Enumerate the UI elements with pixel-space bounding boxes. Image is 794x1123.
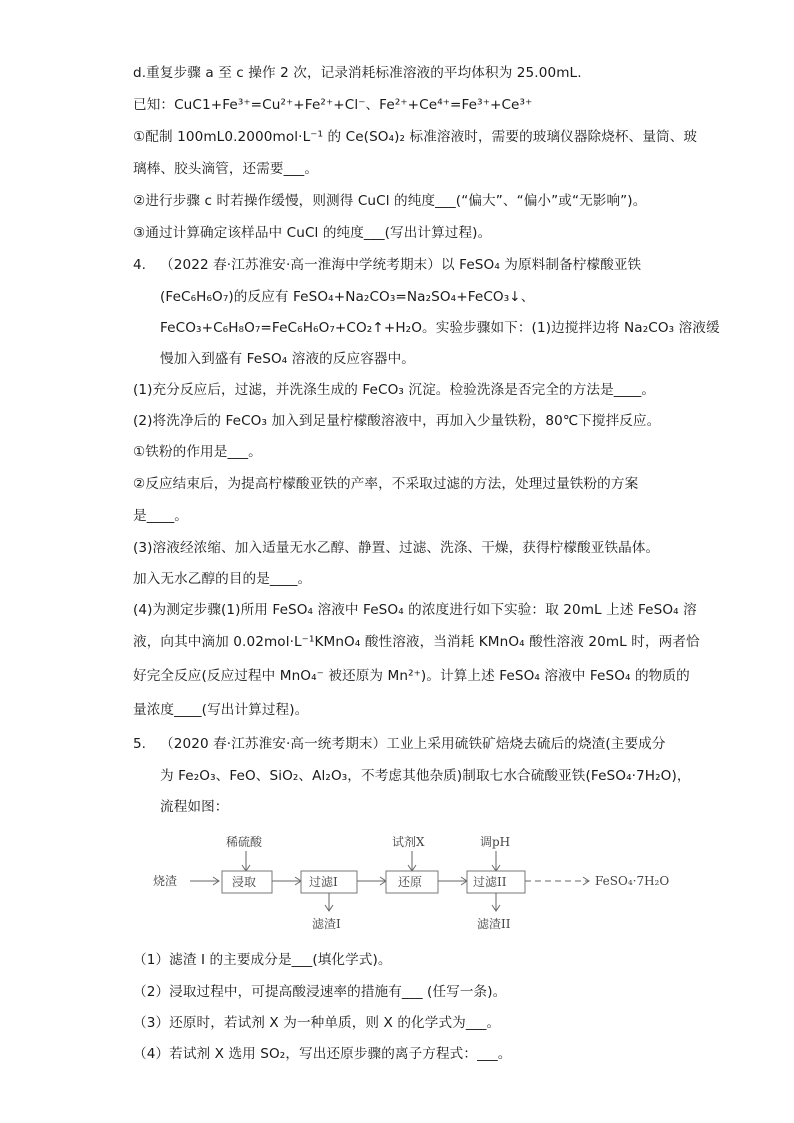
question-5-header: （2020 春·江苏淮安·高一统考期末）工业上采用硫铁矿焙烧去硫后的烧渣(主要成分 bbox=[160, 736, 666, 752]
text-line: (1)充分反应后，过滤，并洗涤生成的 FeCO₃ 沉淀。检验洗涤是否完全的方法是____。 bbox=[133, 382, 656, 398]
text-line: d.重复步骤 a 至 c 操作 2 次，记录消耗标准溶液的平均体积为 25.00mL. bbox=[133, 65, 582, 81]
text-line: 为 Fe₂O₃、FeO、SiO₂、Al₂O₃，不考虑其他杂质)制取七水合硫酸亚铁(FeSO₄·7H₂O)， bbox=[160, 768, 691, 784]
flow-step-label: 还原 bbox=[398, 875, 423, 889]
flow-residue-label: 滤渣I bbox=[312, 917, 341, 931]
question-4-header: （2022 春·江苏淮安·高一淮海中学统考期末）以 FeSO₄ 为原料制备柠檬酸亚铁 bbox=[160, 257, 642, 273]
text-line: (4)为测定步骤(1)所用 FeSO₄ 溶液中 FeSO₄ 的浓度进行如下实验：取 20mL 上述 FeSO₄ 溶 bbox=[133, 602, 697, 618]
text-line: （3）还原时，若试剂 X 为一种单质，则 X 的化学式为___。 bbox=[133, 1015, 501, 1031]
question-number: 5. bbox=[133, 736, 146, 752]
text-line: ①配制 100mL0.2000mol·L⁻¹ 的 Ce(SO₄)₂ 标准溶液时，需要的玻璃仪器除烧杯、量筒、玻 bbox=[133, 129, 698, 145]
text-line: 流程如图： bbox=[160, 799, 229, 815]
text-line: 量浓度____(写出计算过程)。 bbox=[133, 702, 309, 718]
text-line: 好完全反应(反应过程中 MnO₄⁻ 被还原为 Mn²⁺)。计算上述 FeSO₄ 溶液中 FeSO₄ 的物质的 bbox=[133, 668, 690, 684]
text-line: 加入无水乙醇的目的是____。 bbox=[133, 571, 312, 587]
text-line: 已知：CuC1+Fe³⁺=Cu²⁺+Fe²⁺+Cl⁻、Fe²⁺+Ce⁴⁺=Fe³⁺+Ce³⁺ bbox=[133, 97, 533, 113]
text-line: 璃棒、胶头滴管，还需要___。 bbox=[133, 161, 319, 177]
text-line: 是____。 bbox=[133, 508, 188, 524]
text-line: ③通过计算确定该样品中 CuCl 的纯度___(写出计算过程)。 bbox=[133, 225, 492, 241]
text-line: (FeC₆H₆O₇)的反应有 FeSO₄+Na₂CO₃=Na₂SO₄+FeCO₃↓、 bbox=[160, 289, 535, 305]
text-line: （1）滤渣 I 的主要成分是___(填化学式)。 bbox=[133, 952, 392, 968]
flow-reagent-label: 稀硫酸 bbox=[226, 835, 263, 849]
text-line: 慢加入到盛有 FeSO₄ 溶液的反应容器中。 bbox=[160, 351, 415, 367]
text-line: (2)将洗净后的 FeCO₃ 加入到足量柠檬酸溶液中，再加入少量铁粉，80℃下搅拌反应。 bbox=[133, 413, 661, 429]
text-line: （2）浸取过程中，可提高酸浸速率的措施有___ (任写一条)。 bbox=[133, 984, 507, 1000]
text-line: 液，向其中滴加 0.02mol·L⁻¹KMnO₄ 酸性溶液，当消耗 KMnO₄ 酸性溶液 20mL 时，两者恰 bbox=[133, 634, 700, 650]
text-line: (3)溶液经浓缩、加入适量无水乙醇、静置、过滤、洗涤、干燥，获得柠檬酸亚铁晶体。 bbox=[133, 540, 660, 556]
process-flowchart bbox=[150, 828, 690, 938]
text-line: FeCO₃+C₆H₈O₇=FeC₆H₆O₇+CO₂↑+H₂O。实验步骤如下：(1)边搅拌边将 Na₂CO₃ 溶液缓 bbox=[160, 320, 720, 336]
text-line: ②反应结束后，为提高柠檬酸亚铁的产率，不采取过滤的方法，处理过量铁粉的方案 bbox=[133, 476, 639, 492]
flow-step-label: 过滤II bbox=[473, 875, 507, 889]
text-line: ①铁粉的作用是___。 bbox=[133, 444, 262, 460]
flow-step-label: 浸取 bbox=[232, 875, 257, 889]
flow-reagent-label: 调pH bbox=[480, 835, 511, 849]
text-line: ②进行步骤 c 时若操作缓慢，则测得 CuCl 的纯度___(“偏大”、“偏小”或“无影响”)。 bbox=[133, 193, 647, 209]
question-number: 4. bbox=[133, 257, 146, 273]
flow-residue-label: 滤渣II bbox=[477, 917, 511, 931]
flow-product-label: FeSO₄·7H₂O bbox=[595, 874, 670, 888]
flow-step-label: 过滤I bbox=[309, 875, 338, 889]
flow-start-label: 烧渣 bbox=[153, 874, 178, 888]
text-line: （4）若试剂 X 选用 SO₂，写出还原步骤的离子方程式：___。 bbox=[133, 1046, 512, 1062]
flow-reagent-label: 试剂X bbox=[392, 835, 425, 849]
